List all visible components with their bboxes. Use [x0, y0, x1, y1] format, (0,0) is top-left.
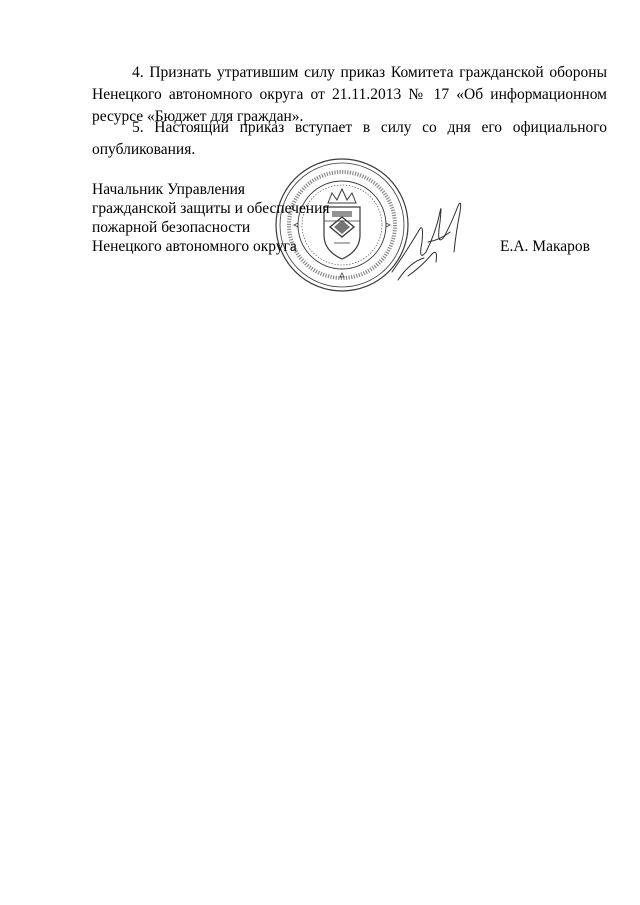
signatory-name: Е.А. Макаров [500, 238, 590, 255]
paragraph-item-4: 4. Признать утратившим силу приказ Комитета гражданской обороны Ненецкого автономного округа от 21.11.2013 № 17 «Об информационном ресурсе «Бюджет для граждан». [92, 64, 607, 125]
position-title-line: гражданской защиты и обеспечения [92, 200, 330, 217]
position-title-line: Ненецкого автономного округа [92, 238, 297, 255]
position-title-line: пожарной безопасности [92, 219, 251, 236]
handwritten-signature [388, 192, 468, 287]
paragraph-item-5: 5. Настоящий приказ вступает в силу со дня его официального опубликования. [92, 119, 607, 158]
position-title-line: Начальник Управления [92, 181, 246, 198]
